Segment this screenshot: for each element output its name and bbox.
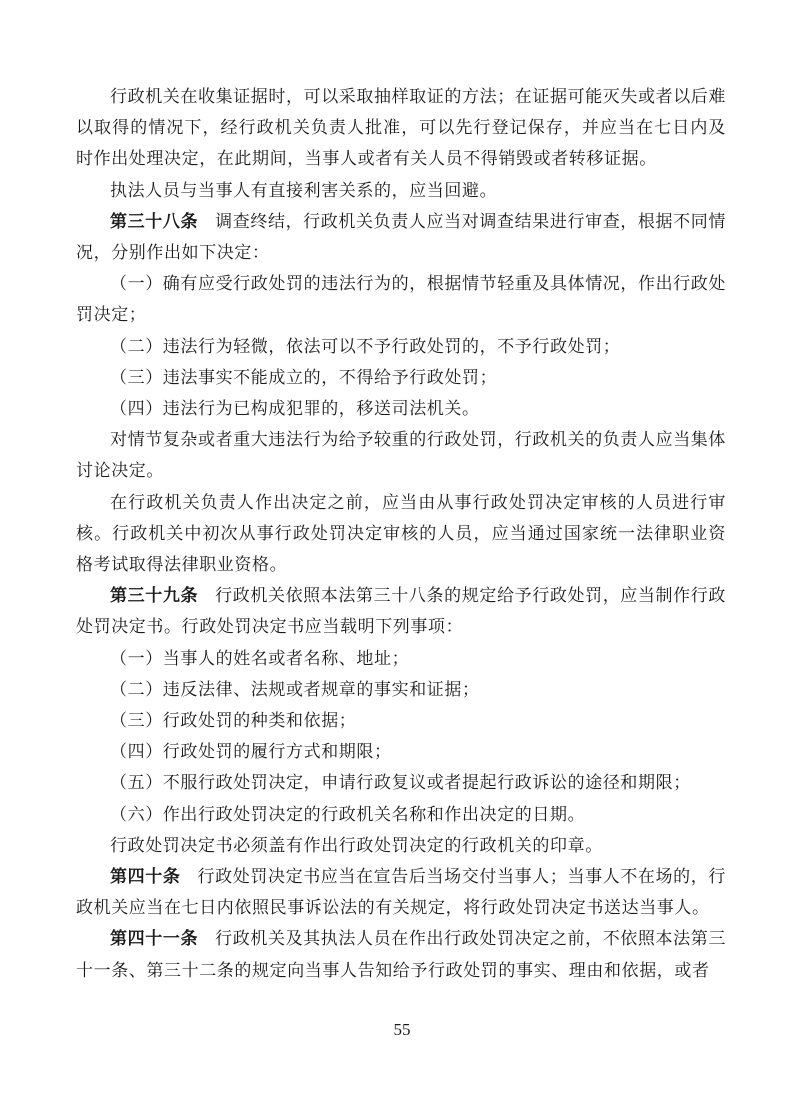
paragraph-text: （一）确有应受行政处罚的违法行为的，根据情节轻重及具体情况，作出行政处罚决定； <box>76 274 726 326</box>
article-number: 第三十九条 <box>110 586 199 607</box>
paragraph-text: 行政机关及其执法人员在作出行政处罚决定之前，不依照本法第三十一条、第三十二条的规定向当事人告知给予行政处罚的事实、理由和依据，或者 <box>76 929 726 981</box>
paragraph-text: 对情节复杂或者重大违法行为给予较重的行政处罚，行政机关的负责人应当集体讨论决定。 <box>76 430 726 482</box>
paragraph-text: （四）违法行为已构成犯罪的，移送司法机关。 <box>110 399 480 420</box>
list-item <box>76 394 726 425</box>
paragraph-text: 行政机关在收集证据时，可以采取抽样取证的方法；在证据可能灭失或者以后难以取得的情况下，经行政机关负责人批准，可以先行登记保存，并应当在七日内及时作出处理决定，在此期间，当事人或者有关人员不得销毁或者转移证据。 <box>76 87 726 170</box>
paragraph-text: （六）作出行政处罚决定的行政机关名称和作出决定的日期。 <box>110 804 586 825</box>
paragraph <box>76 82 726 176</box>
paragraph-text: 行政处罚决定书应当在宣告后当场交付当事人；当事人不在场的，行政机关应当在七日内依照民事诉讼法的有关规定，将行政处罚决定书送达当事人。 <box>76 867 727 919</box>
article-paragraph <box>76 862 726 924</box>
paragraph <box>76 488 726 582</box>
document-body <box>76 82 726 987</box>
page-number: 55 <box>393 1020 411 1039</box>
paragraph-text: （一）当事人的姓名或者名称、地址； <box>110 648 410 669</box>
paragraph-text: 行政机关依照本法第三十八条的规定给予行政处罚，应当制作行政处罚决定书。行政处罚决定书应当载明下列事项： <box>76 586 726 638</box>
paragraph-text: （五）不服行政处罚决定，申请行政复议或者提起行政诉讼的途径和期限； <box>110 773 691 794</box>
article-number: 第三十八条 <box>110 211 199 232</box>
list-item <box>76 800 726 831</box>
paragraph-text: （二）违反法律、法规或者规章的事实和证据； <box>110 679 480 700</box>
list-item <box>76 768 726 799</box>
list-item <box>76 269 726 331</box>
list-item <box>76 706 726 737</box>
paragraph-text: 执法人员与当事人有直接利害关系的，应当回避。 <box>110 180 498 201</box>
article-number: 第四十一条 <box>110 929 199 950</box>
list-item <box>76 644 726 675</box>
list-item <box>76 332 726 363</box>
article-number: 第四十条 <box>110 867 181 888</box>
paragraph <box>76 831 726 862</box>
paragraph <box>76 176 726 207</box>
article-paragraph <box>76 924 726 986</box>
list-item <box>76 737 726 768</box>
list-item <box>76 675 726 706</box>
list-item <box>76 363 726 394</box>
paragraph-text: （三）行政处罚的种类和依据； <box>110 711 357 732</box>
paragraph-text: 在行政机关负责人作出决定之前，应当由从事行政处罚决定审核的人员进行审核。行政机关中初次从事行政处罚决定审核的人员，应当通过国家统一法律职业资格考试取得法律职业资格。 <box>76 492 726 576</box>
paragraph-text: （三）违法事实不能成立的，不得给予行政处罚； <box>110 367 498 388</box>
paragraph-text: 行政处罚决定书必须盖有作出行政处罚决定的行政机关的印章。 <box>110 835 603 856</box>
paragraph-text: （二）违法行为轻微，依法可以不予行政处罚的，不予行政处罚； <box>110 336 621 357</box>
paragraph-text: 调查终结，行政机关负责人应当对调查结果进行审查，根据不同情况，分别作出如下决定： <box>76 211 726 264</box>
paragraph <box>76 425 726 487</box>
paragraph-text: （四）行政处罚的履行方式和期限； <box>110 742 392 763</box>
article-paragraph <box>76 581 726 643</box>
article-paragraph <box>76 207 726 269</box>
